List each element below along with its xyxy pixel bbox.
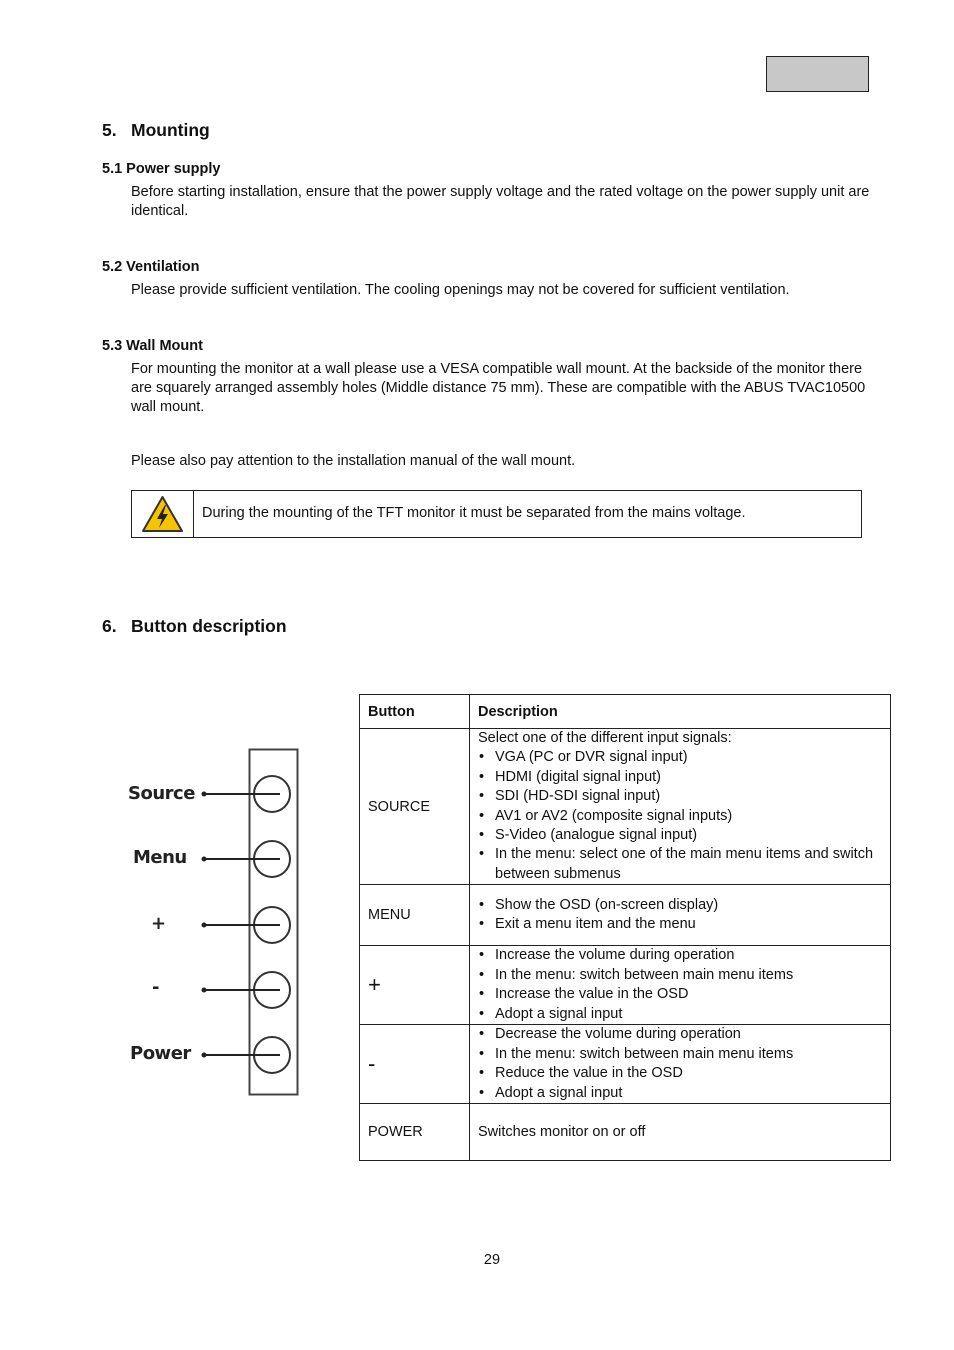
section-6-number: 6.: [102, 616, 117, 636]
warning-icon-cell: [132, 491, 194, 537]
page-number: 29: [483, 1252, 501, 1268]
row-plus-description: [470, 946, 891, 1025]
row-source-button: SOURCE: [360, 729, 470, 885]
row-menu-description: [470, 885, 891, 946]
list-item: • In the menu: switch between main menu items: [478, 1045, 884, 1064]
list-item: • S-Video (analogue signal input): [478, 826, 884, 845]
row-source-intro: Select one of the different input signals:: [478, 730, 732, 746]
subsection-5-1-heading: 5.1 Power supply: [102, 161, 221, 177]
row-menu-button: MENU: [360, 885, 470, 946]
list-item: • Increase the value in the OSD: [478, 985, 884, 1004]
row-minus-button: -: [360, 1025, 470, 1104]
section-6-heading: [102, 616, 287, 637]
subsection-5-3-heading: 5.3 Wall Mount: [102, 338, 203, 354]
subsection-5-2-heading: 5.2 Ventilation: [102, 259, 200, 275]
list-item: • Decrease the volume during operation: [478, 1025, 884, 1044]
list-item: • In the menu: switch between main menu items: [478, 966, 884, 985]
row-power-description: Switches monitor on or off: [470, 1104, 891, 1161]
high-voltage-warning-icon: [132, 491, 193, 537]
list-item: • AV1 or AV2 (composite signal inputs): [478, 807, 884, 826]
table-row-power: [360, 1104, 891, 1161]
list-item: • VGA (PC or DVR signal input): [478, 748, 884, 767]
row-minus-list: [478, 1025, 884, 1103]
table-row-plus: [360, 946, 891, 1025]
list-item: • Exit a menu item and the menu: [478, 915, 884, 934]
list-item: • Adopt a signal input: [478, 1084, 884, 1103]
list-item: • SDI (HD-SDI signal input): [478, 787, 884, 806]
row-menu-list: [478, 896, 884, 935]
section-5-number: 5.: [102, 120, 117, 140]
list-item: • HDMI (digital signal input): [478, 768, 884, 787]
row-minus-description: [470, 1025, 891, 1104]
panel-label-source: Source: [128, 783, 195, 804]
row-plus-list: [478, 946, 884, 1024]
list-item: • Adopt a signal input: [478, 1005, 884, 1024]
panel-label-plus: +: [151, 913, 166, 934]
subsection-5-1-text: Before starting installation, ensure that the power supply voltage and the rated voltage on the power supply unit are identical.: [131, 184, 870, 219]
table-row-minus: [360, 1025, 891, 1104]
warning-box: [131, 490, 862, 538]
panel-label-minus: -: [152, 977, 159, 998]
table-row-menu: [360, 885, 891, 946]
list-item: • In the menu: select one of the main menu items and switch between submenus: [478, 845, 884, 884]
warning-text: During the mounting of the TFT monitor it must be separated from the mains voltage.: [202, 505, 746, 521]
row-source-list: [478, 748, 884, 884]
list-item: • Reduce the value in the OSD: [478, 1064, 884, 1083]
row-plus-button: +: [360, 946, 470, 1025]
button-description-table: [359, 694, 891, 1161]
header-description: Description: [470, 695, 891, 729]
table-header-row: [360, 695, 891, 729]
list-item: • Show the OSD (on-screen display): [478, 896, 884, 915]
subsection-5-3-text: For mounting the monitor at a wall please use a VESA compatible wall mount. At the backside of the monitor there are squarely arranged assembly holes (Middle distance 75 mm). These are compatible with the ABUS TVAC10500 wall mount.: [131, 361, 866, 415]
section-5-title: Mounting: [131, 120, 210, 140]
table-row-source: [360, 729, 891, 885]
header-button: Button: [360, 695, 470, 729]
panel-label-menu: Menu: [133, 847, 187, 868]
row-power-button: POWER: [360, 1104, 470, 1161]
button-panel-diagram: [120, 745, 310, 1105]
section-5-heading: [102, 120, 210, 141]
row-source-description: [470, 729, 891, 885]
section-6-title: Button description: [131, 616, 287, 636]
language-tab-box: [766, 56, 869, 92]
subsection-5-2-text: Please provide sufficient ventilation. The cooling openings may not be covered for sufficient ventilation.: [131, 282, 790, 298]
list-item: • Increase the volume during operation: [478, 946, 884, 965]
panel-label-power: Power: [130, 1043, 191, 1064]
subsection-5-3-note: Please also pay attention to the installation manual of the wall mount.: [131, 453, 576, 469]
